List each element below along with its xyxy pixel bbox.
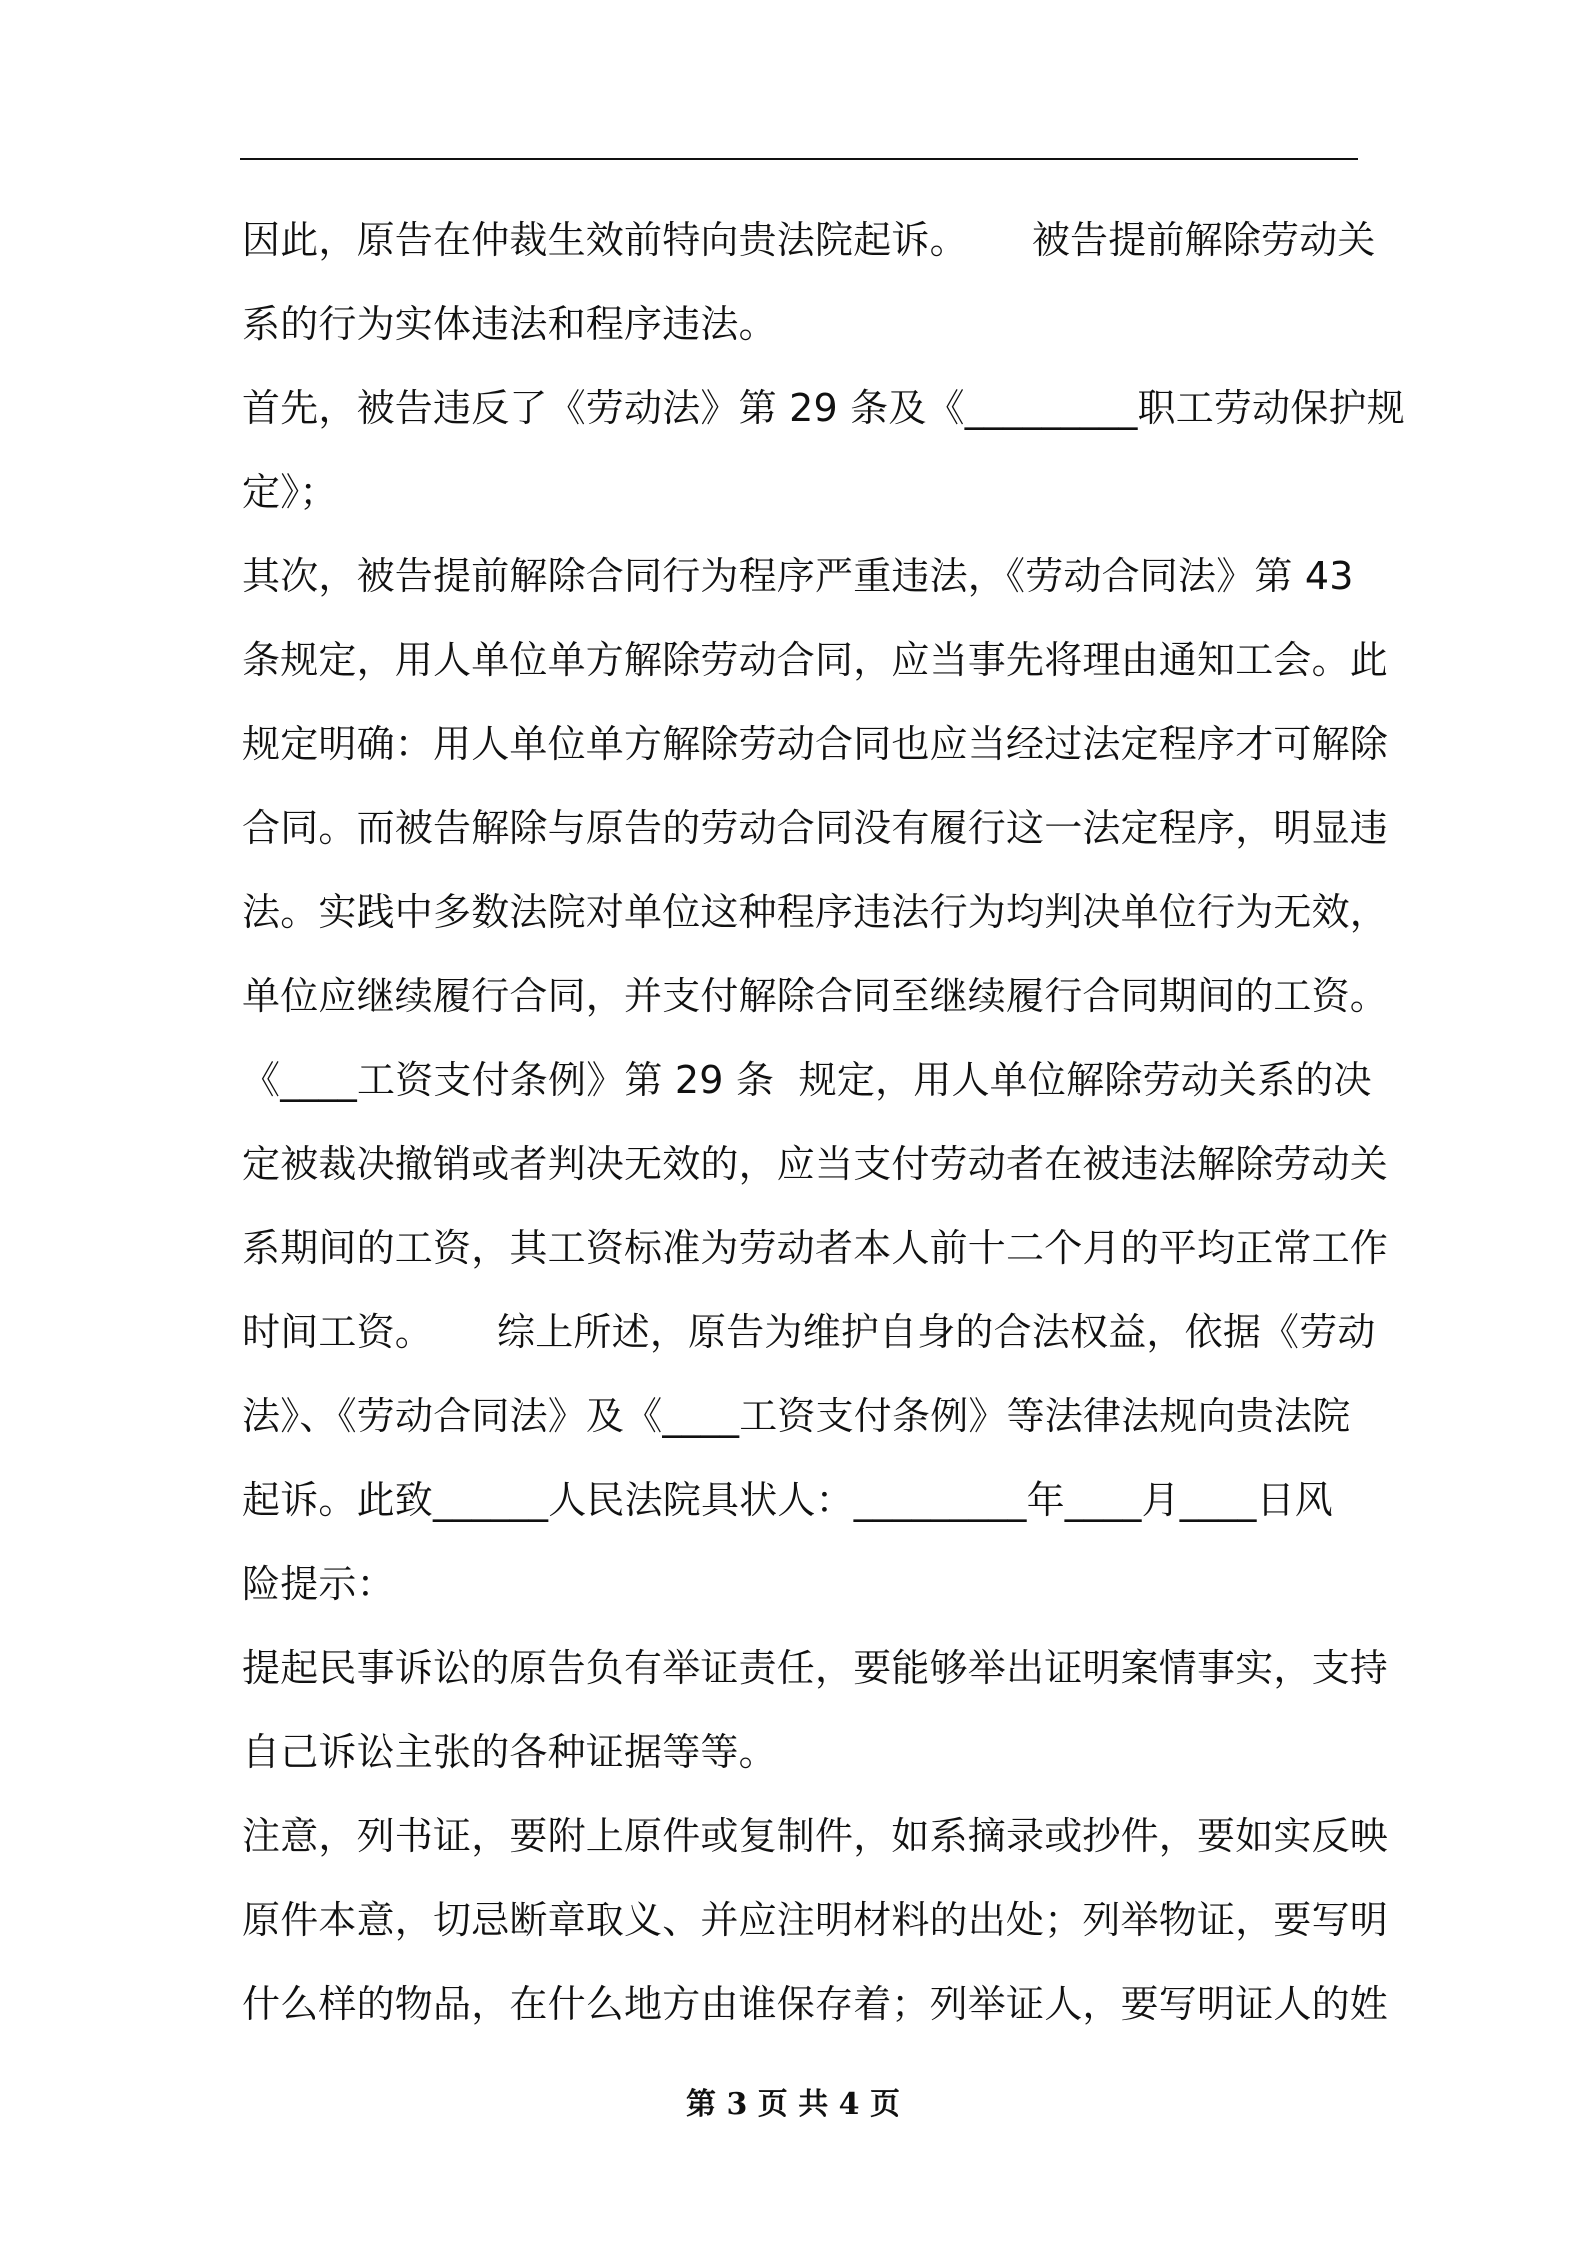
text-line: 规定明确：用人单位单方解除劳动合同也应当经过法定程序才可解除 xyxy=(242,722,1389,766)
text-segment: 因此，原告在仲裁生效前特向贵法院起诉。 xyxy=(242,218,968,262)
text-line: 其次，被告提前解除合同行为程序严重违法，《劳动合同法》第 43 xyxy=(242,554,1354,598)
text-line xyxy=(242,198,1376,282)
header-rule xyxy=(240,158,1358,160)
text-line: 单位应继续履行合同，并支付解除合同至继续履行合同期间的工资。 xyxy=(242,974,1389,1018)
text-line: 条规定，用人单位单方解除劳动合同，应当事先将理由通知工会。此 xyxy=(242,638,1389,682)
text-line: 起诉。此致______人民法院具状人：_________年____月____日风 xyxy=(242,1478,1334,1522)
page-number-footer: 第 3 页 共 4 页 xyxy=(686,2087,900,2122)
text-line xyxy=(242,1290,1376,1374)
text-line: 系的行为实体违法和程序违法。 xyxy=(242,302,777,346)
text-line: 险提示： xyxy=(242,1562,395,1606)
text-line: 法》、《劳动合同法》及《____工资支付条例》等法律法规向贵法院 xyxy=(242,1394,1351,1438)
text-line: 什么样的物品，在什么地方由谁保存着；列举证人，要写明证人的姓 xyxy=(242,1982,1389,2026)
text-line: 提起民事诉讼的原告负有举证责任，要能够举出证明案情事实，支持 xyxy=(242,1646,1389,1690)
text-line: 注意，列书证，要附上原件或复制件，如系摘录或抄件，要如实反映 xyxy=(242,1814,1389,1858)
text-line: 《____工资支付条例》第 29 条 规定，用人单位解除劳动关系的决 xyxy=(242,1058,1372,1102)
text-line: 合同。而被告解除与原告的劳动合同没有履行这一法定程序，明显违 xyxy=(242,806,1389,850)
text-line: 法。实践中多数法院对单位这种程序违法行为均判决单位行为无效， xyxy=(242,890,1389,934)
document-body xyxy=(242,198,1405,2046)
text-line: 定》； xyxy=(242,470,338,514)
text-segment: 被告提前解除劳动关 xyxy=(1031,218,1376,262)
text-line: 定被裁决撤销或者判决无效的，应当支付劳动者在被违法解除劳动关 xyxy=(242,1142,1389,1186)
text-line: 原件本意，切忌断章取义、并应注明材料的出处；列举物证，要写明 xyxy=(242,1898,1389,1942)
text-line: 系期间的工资，其工资标准为劳动者本人前十二个月的平均正常工作 xyxy=(242,1226,1389,1270)
text-line: 首先，被告违反了《劳动法》第 29 条及《_________职工劳动保护规 xyxy=(242,386,1405,430)
text-line: 自己诉讼主张的各种证据等等。 xyxy=(242,1730,777,1774)
text-segment: 综上所述，原告为维护自身的合法权益，依据《劳动 xyxy=(497,1310,1376,1354)
text-segment: 时间工资。 xyxy=(242,1310,434,1354)
